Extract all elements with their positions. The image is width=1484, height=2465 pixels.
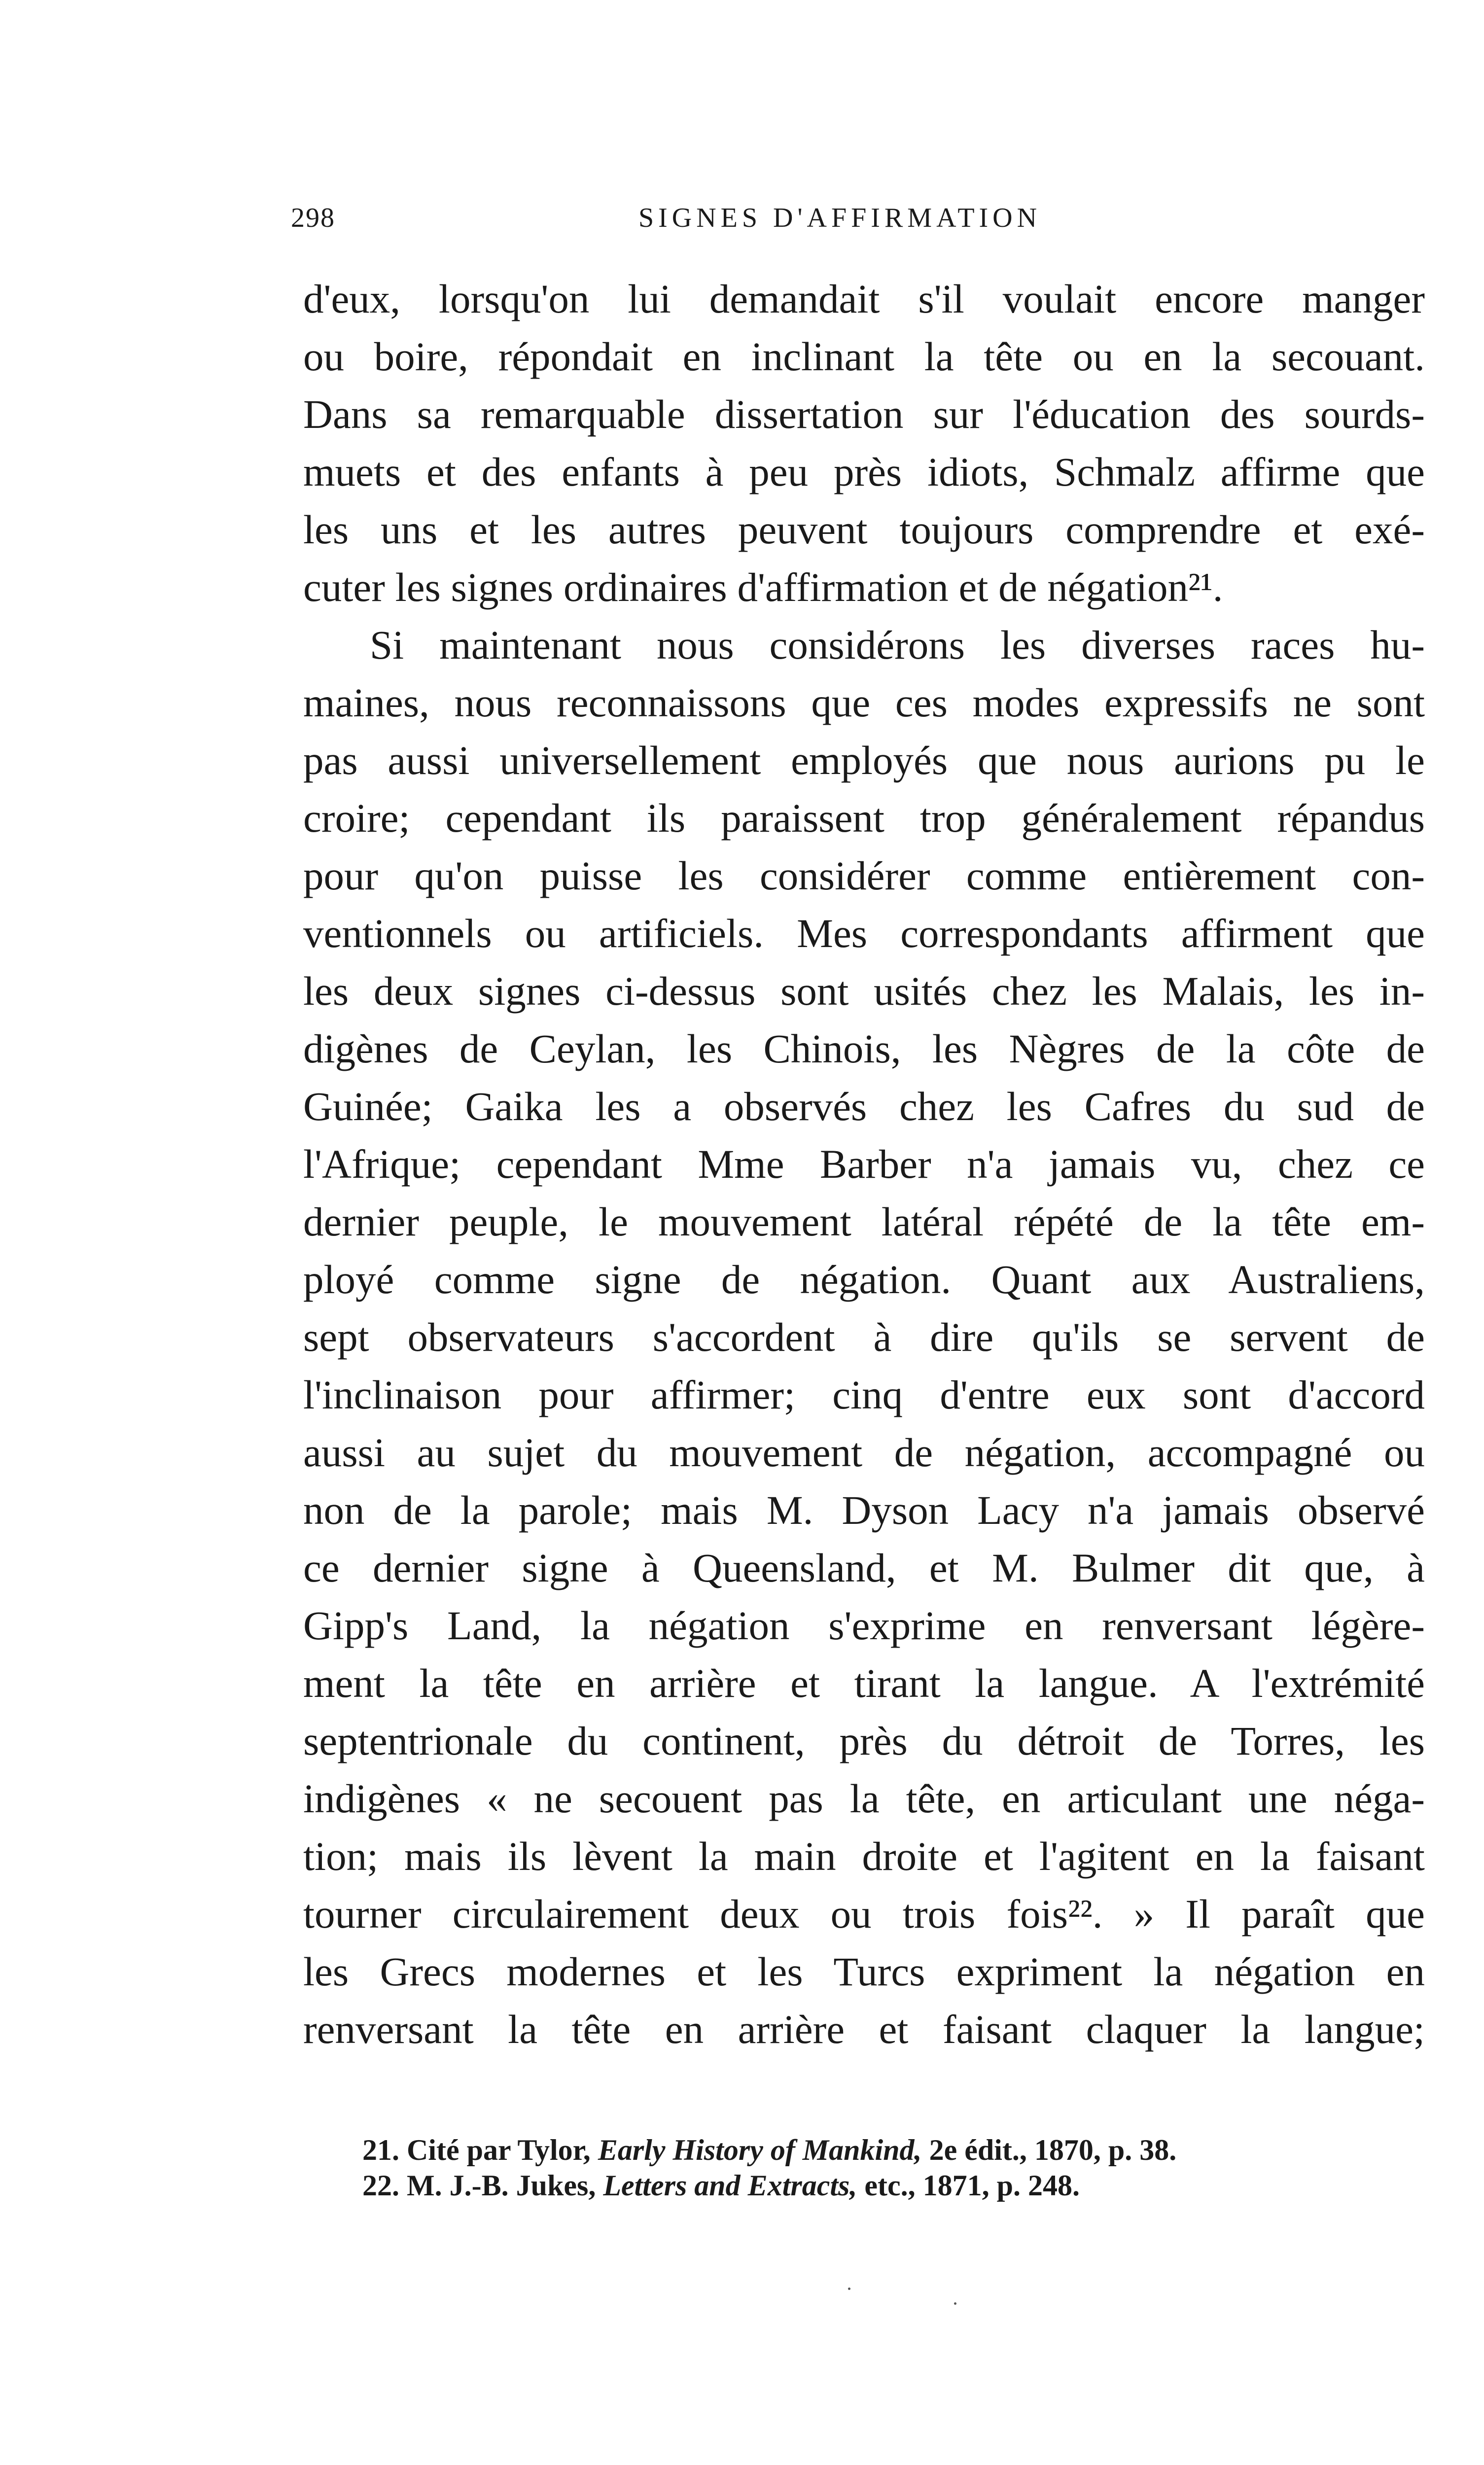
text-line: indigènes « ne secouent pas la tête, en articulant une néga- [303, 1776, 1425, 1821]
footnote-text: 2e édit., 1870, p. 38. [929, 2134, 1177, 2166]
text-line: ce dernier signe à Queensland, et M. Bulmer dit que, à [303, 1545, 1425, 1590]
text-line: renversant la tête en arrière et faisant claquer la langue; [303, 2007, 1425, 2052]
text-line: les deux signes ci-dessus sont usités chez les Malais, les in- [303, 968, 1425, 1014]
text-line: l'inclinaison pour affirmer; cinq d'entre eux sont d'accord [303, 1372, 1425, 1417]
text-line: ployé comme signe de négation. Quant aux Australiens, [303, 1257, 1425, 1302]
text-line: d'eux, lorsqu'on lui demandait s'il voulait encore manger [303, 276, 1425, 321]
text-line: dernier peuple, le mouvement latéral répété de la tête em- [303, 1199, 1425, 1244]
text-line: pour qu'on puisse les considérer comme entièrement con- [303, 853, 1425, 898]
text-line: ou boire, répondait en inclinant la tête ou en la secouant. [303, 334, 1425, 379]
running-title: SIGNES D'AFFIRMATION [638, 203, 1042, 233]
text-line: septentrionale du continent, près du détroit de Torres, les [303, 1718, 1425, 1763]
text-line: ventionnels ou artificiels. Mes correspondants affirment que [303, 911, 1425, 956]
body-text [303, 270, 1425, 2058]
footnote-title: Letters and Extracts, [603, 2169, 857, 2202]
footnote-21 [362, 2132, 1427, 2168]
text-line: les Grecs modernes et les Turcs expriment la négation en [303, 1949, 1425, 1994]
page-number: 298 [291, 203, 335, 233]
footnote-marker: 22. [362, 2169, 399, 2202]
text-line: Gipp's Land, la négation s'exprime en renversant légère- [303, 1603, 1425, 1648]
text-line: Guinée; Gaika les a observés chez les Cafres du sud de [303, 1084, 1425, 1129]
text-line: ment la tête en arrière et tirant la langue. A l'extrémité [303, 1660, 1425, 1706]
text-line: aussi au sujet du mouvement de négation, accompagné ou [303, 1430, 1425, 1475]
text-line: muets et des enfants à peu près idiots, Schmalz affirme que [303, 449, 1425, 494]
footnote-text: Cité par Tylor, [407, 2134, 591, 2166]
text-line: maines, nous reconnaissons que ces modes expressifs ne sont [303, 680, 1425, 725]
text-line: Si maintenant nous considérons les diverses races hu- [370, 622, 1425, 668]
footnote-text: etc., 1871, p. 248. [864, 2169, 1080, 2202]
text-line: digènes de Ceylan, les Chinois, les Nègres de la côte de [303, 1026, 1425, 1071]
footnote-22 [362, 2168, 1427, 2203]
text-line: non de la parole; mais M. Dyson Lacy n'a jamais observé [303, 1487, 1425, 1533]
text-line: sept observateurs s'accordent à dire qu'ils se servent de [303, 1314, 1425, 1360]
text-line: pas aussi universellement employés que nous aurions pu le [303, 738, 1425, 783]
page-header [291, 202, 1090, 246]
footnote-title: Early History of Mankind, [598, 2134, 922, 2166]
footnotes [362, 2132, 1427, 2203]
text-line: tourner circulairement deux ou trois fois²². » Il paraît que [303, 1891, 1425, 1937]
scan-speck [954, 2302, 956, 2305]
text-line: les uns et les autres peuvent toujours comprendre et exé- [303, 507, 1425, 552]
scan-speck [848, 2288, 850, 2290]
text-line: tion; mais ils lèvent la main droite et l'agitent en la faisant [303, 1833, 1425, 1879]
text-line: l'Afrique; cependant Mme Barber n'a jamais vu, chez ce [303, 1141, 1425, 1187]
text-line: croire; cependant ils paraissent trop généralement répandus [303, 795, 1425, 841]
footnote-text: M. J.-B. Jukes, [407, 2169, 596, 2202]
text-line: cuter les signes ordinaires d'affirmation et de négation²¹. [303, 564, 1223, 610]
footnote-marker: 21. [362, 2134, 399, 2166]
text-line: Dans sa remarquable dissertation sur l'éducation des sourds- [303, 391, 1425, 437]
